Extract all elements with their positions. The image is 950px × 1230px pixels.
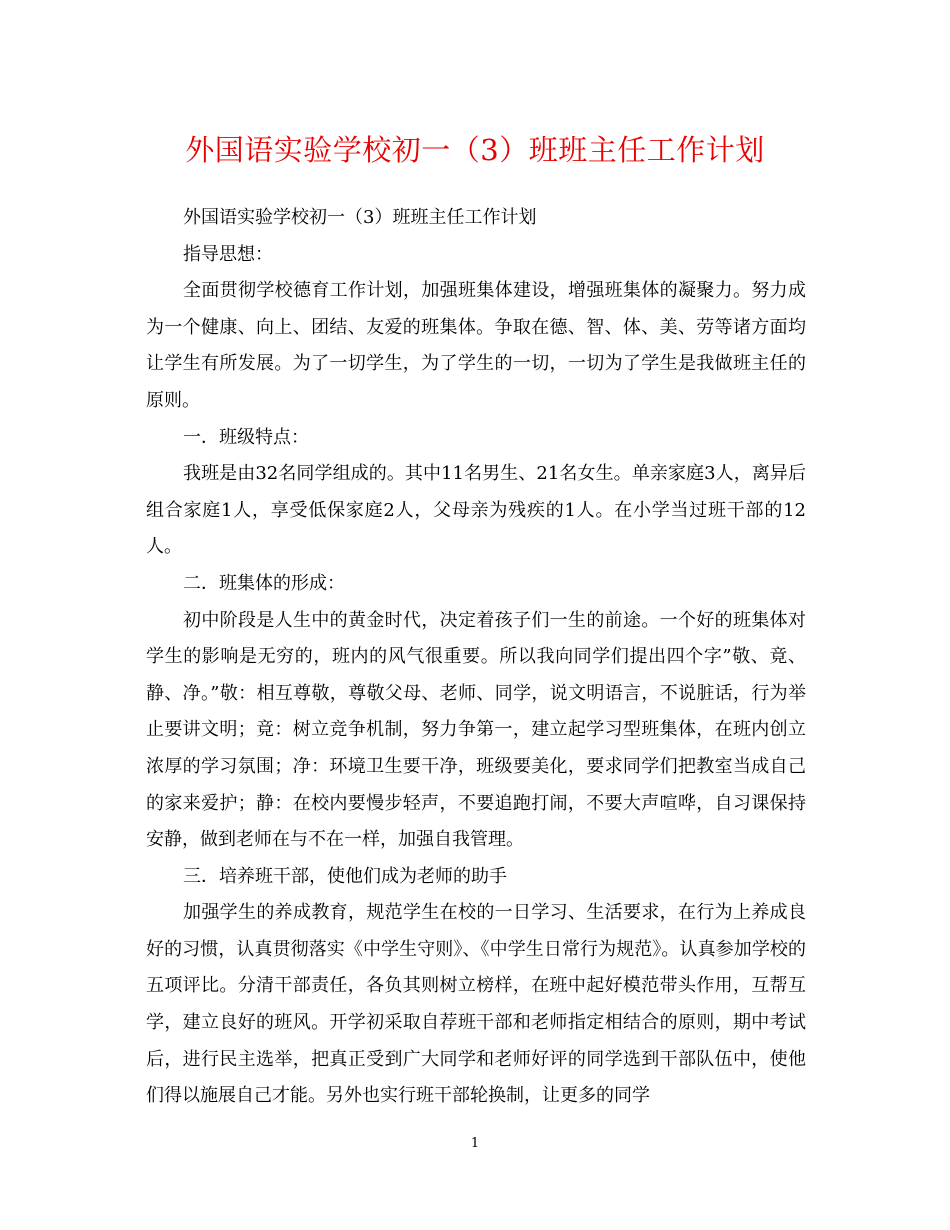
page-number: 1 — [470, 1136, 480, 1151]
section-heading-3: 三．培养班干部，使他们成为老师的助手 — [183, 865, 507, 887]
paragraph-class-features: 我班是由32名同学组成的。其中11名男生、21名女生。单亲家庭3人，离异后组合家庭1人，享受低保家庭2人，父母亲为残疾的1人。在小学当过班干部的12人。 — [146, 463, 806, 558]
document-title: 外国语实验学校初一（3）班班主任工作计划 — [185, 133, 765, 167]
section-heading-1: 一．班级特点： — [183, 426, 309, 448]
paragraph-class-formation: 初中阶段是人生中的黄金时代，决定着孩子们一生的前途。一个好的班集体对学生的影响是无穷的，班内的风气很重要。所以我向同学们提出四个字”敬、竟、静、净。”敬：相互尊敬，尊敬父母、老师、同学，说文明语言，不说脏话，行为举止要讲文明；竟：树立竞争机制，努力争第一，建立起学习型班集体，在班内创立浓厚的学习氛围；净：环境卫生要干净，班级要美化，要求同学们把教室当成自己的家来爱护；静：在校内要慢步轻声，不要追跑打闹，不要大声喧哗，自习课保持安静，做到老师在与不在一样，加强自我管理。 — [146, 609, 806, 851]
section-heading-2: 二．班集体的形成： — [183, 572, 345, 594]
paragraph-guiding-heading: 指导思想： — [183, 243, 273, 265]
paragraph-subtitle: 外国语实验学校初一（3）班班主任工作计划 — [183, 207, 537, 228]
document-body — [146, 200, 806, 1115]
paragraph-guiding-text: 全面贯彻学校德育工作计划，加强班集体建设，增强班集体的凝聚力。努力成为一个健康、向上、团结、友爱的班集体。争取在德、智、体、美、劳等诸方面均让学生有所发展。为了一切学生，为了学生的一切，一切为了学生是我做班主任的原则。 — [146, 280, 806, 411]
paragraph-class-cadres: 加强学生的养成教育，规范学生在校的一日学习、生活要求，在行为上养成良好的习惯，认真贯彻落实《中学生守则》、《中学生日常行为规范》。认真参加学校的五项评比。分清干部责任，各负其则树立榜样，在班中起好模范带头作用，互帮互学，建立良好的班风。开学初采取自荐班干部和老师指定相结合的原则，期中考试后，进行民主选举，把真正受到广大同学和老师好评的同学选到干部队伍中，使他们得以施展自己才能。另外也实行班干部轮换制，让更多的同学 — [146, 902, 806, 1107]
